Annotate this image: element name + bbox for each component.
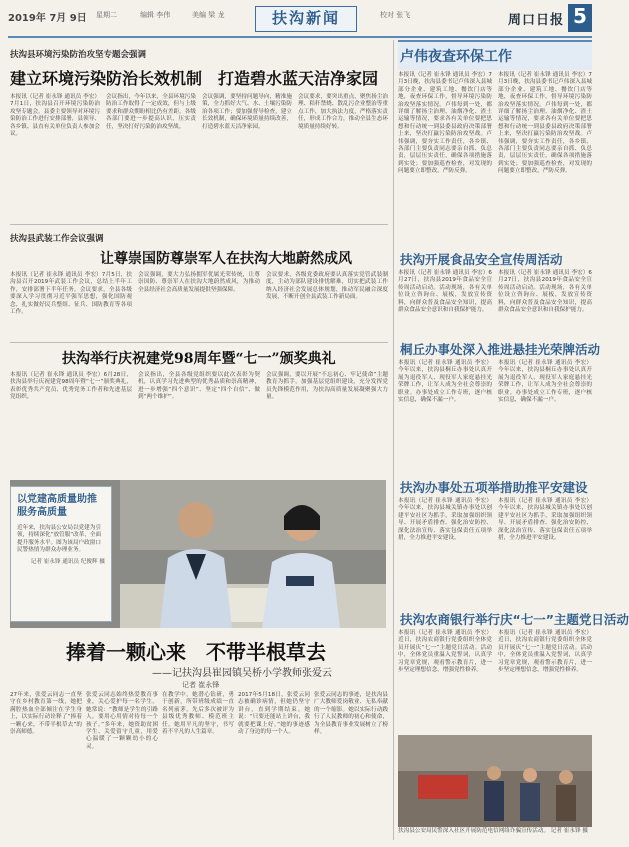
story1-col-1: 本报讯（记者 崔永锋 通讯员 李宏）7月3日晚，扶沟县委书记卢伟深入县城部分企业、建筑工地、餐饮门店等地，夜查环保工作，督导环境污染防治攻坚落实情况。卢伟每到一处，都详细了解扬尘治理、油烟净化、渣土运输等情况，要求各有关单位要把思想和行动统一到县委县政府决策部署上来，坚决打赢污染防治攻坚战。卢伟强调，要夯实工作责任，各乡镇、各部门主要负责同志要亲自抓、负总责，层层压实责任，确保各项措施落到实处；要加强巡查检查，对发现的问题要立即整改，严防反弹。 <box>398 72 492 175</box>
feature-col-1: 27年来，张爱云同志一直坚守在乡村教育第一线，她把满腔热血全部倾注在学生身上，以实际行动诠释了“捧着一颗心来，不带半根草去”的崇高师德。 <box>10 692 82 736</box>
story1-title: 卢伟夜查环保工作 <box>400 49 512 65</box>
feature-col-5: 张爱云同志的事迹，是扶沟县广大教师爱岗敬业、无私奉献的一个缩影。她以实际行动践行了人民教师的初心和使命，为全县教育事业发展树立了榜样。 <box>314 692 388 736</box>
editor-credit: 编辑 李伟 <box>140 11 171 19</box>
issue-date: 2019年 7月 9日 <box>8 13 87 24</box>
proof-credit: 校对 张飞 <box>380 11 411 19</box>
second-headline: 让尊崇国防尊崇军人在扶沟大地蔚然成风 <box>100 251 352 267</box>
third-col-3: 会议强调，要以开展“不忘初心、牢记使命”主题教育为抓手，加强基层党组织建设，充分发挥党员先锋模范作用，为扶沟高质量发展凝聚强大力量。 <box>266 372 388 401</box>
story4-col-1: 本报讯（记者 崔永锋 通讯员 李宏）今年以来，扶沟县城关镇办事处以创建平安社区为抓手，采取加强组织领导、开展矛盾排查、强化治安防控、深化法治宣传、落实包保责任五项举措，全力推进平安建设。 <box>398 498 492 542</box>
second-col-2: 会议强调，要大力弘扬拥军优属光荣传统，让尊崇国防、尊崇军人在扶沟大地蔚然成风，为推动全县经济社会高质量发展提供坚强保障。 <box>138 272 260 293</box>
lead-col-1: 本报讯（记者 崔永锋 通讯员 李宏）7月1日，扶沟县召开环境污染防治攻坚专题会。县委主要领导对环境污染防治工作进行安排部署，县领导、各乡镇、县直有关单位负责人参加会议。 <box>10 94 100 138</box>
story3-col-1: 本报讯（记者 崔永锋 通讯员 李宏）今年以来，扶沟县桐丘办事处认真开展为退役军人、现役军人家庭悬挂光荣牌工作，让军人成为全社会尊崇的职业。办事处成立工作专班，逐户核实信息，确保不漏一户。 <box>398 360 492 404</box>
feature-col-3: 在教学中，她潜心钻研，勇于创新，所带班级成绩一直名列前茅，先后多次被评为县级优秀教师、模范班主任。她用平凡的坚守，书写着不平凡的人生篇章。 <box>162 692 234 736</box>
photo-credit: 记者 崔永锋 通讯员 纪俊辉 摄 <box>30 558 105 565</box>
third-col-1: 本报讯（记者 崔永锋 通讯员 李宏）6月28日，扶沟县举行庆祝建党98周年暨“七一”颁奖典礼，表彰优秀共产党员、优秀党务工作者和先进基层党组织。 <box>10 372 132 401</box>
lead-headline: 建立环境污染防治长效机制 打造碧水蓝天洁净家园 <box>10 69 379 88</box>
photo-caption-body: 近年来，扶沟县公安局以党建为引领，持续深化“放管服”改革，全面提升服务水平。图为该局户政窗口民警热情为群众办理业务。 <box>17 525 102 554</box>
newspaper-name: 周口日报 <box>508 13 565 28</box>
story1-col-2: 本报讯（记者 崔永锋 通讯员 李宏）7月3日晚，扶沟县委书记卢伟深入县城部分企业、建筑工地、餐饮门店等地，夜查环保工作，督导环境污染防治攻坚落实情况。卢伟每到一处，都详细了解扬尘治理、油烟净化、渣土运输等情况，要求各有关单位要把思想和行动统一到县委县政府决策部署上来，坚决打赢污染防治攻坚战。卢伟强调，要夯实工作责任，各乡镇、各部门主要负责同志要亲自抓、负总责，层层压实责任，确保各项措施落到实处；要加强巡查检查，对发现的问题要立即整改，严防反弹。 <box>498 72 592 175</box>
photo-caption-title: 以党建高质量助推服务高质量 <box>17 494 97 518</box>
story3-title: 桐丘办事处深入推进悬挂光荣牌活动 <box>400 342 601 357</box>
third-col-2: 会议指出，全县各级党组织要以此次表彰为契机，认真学习先进典型的优秀品质和崇高精神，进一步增强“四个意识”、坚定“四个自信”、做到“两个维护”。 <box>138 372 260 401</box>
story5-col-1: 本报讯（记者 崔永锋 通讯员 李宏）近日，扶沟农商银行党委组织全体党员开展庆“七一”主题党日活动。活动中，全体党员重温入党誓词，认真学习党章党规，观看警示教育片，进一步坚定理想信念，增强党性修养。 <box>398 630 492 674</box>
third-headline: 扶沟举行庆祝建党98周年暨“七一”颁奖典礼 <box>62 351 336 367</box>
feature-col-2: 张爱云同志始终热爱教育事业，关心爱护每一名学生。她常说：“教师是学生的引路人，要用心用情对待每一个孩子。”多年来，她资助贫困学生、关爱留守儿童，用爱心温暖了一颗颗幼小的心灵。 <box>86 692 158 750</box>
section-title: 扶沟新闻 <box>255 6 357 32</box>
weekday: 星期二 <box>96 11 117 19</box>
lead-kicker: 扶沟县环境污染防治攻坚专题会强调 <box>10 50 147 60</box>
story3-col-2: 本报讯（记者 崔永锋 通讯员 李宏）今年以来，扶沟县桐丘办事处认真开展为退役军人、现役军人家庭悬挂光荣牌工作，让军人成为全社会尊崇的职业。办事处成立工作专班，逐户核实信息，确保不漏一户。 <box>498 360 592 404</box>
designer-credit: 美编 梁 龙 <box>192 11 225 19</box>
story5-title: 扶沟农商银行举行庆“七一”主题党日活动 <box>400 612 629 627</box>
right-photo-caption: 扶沟县公安局民警深入社区开展防范电信网络诈骗宣传活动。 记者 崔永锋 摄 <box>398 828 588 834</box>
lead-col-4: 会议要求，要突出重点，聚焦扬尘治理、秸秆禁烧、散乱污企业整治等重点工作，加大执法力度，严格落实责任，形成工作合力，推动全县生态环境质量持续好转。 <box>298 94 388 130</box>
second-col-1: 本报讯（记者 崔永锋 通讯员 李宏）7月5日，扶沟县召开2019年武装工作会议，总结上半年工作，安排部署下半年任务。会议要求，全县各级要深入学习贯彻习近平强军思想，强化国防观念，扎实做好民兵整组、征兵、国防教育等各项工作。 <box>10 272 132 316</box>
story4-col-2: 本报讯（记者 崔永锋 通讯员 李宏）今年以来，扶沟县城关镇办事处以创建平安社区为抓手，采取加强组织领导、开展矛盾排查、强化治安防控、深化法治宣传、落实包保责任五项举措，全力推进平安建设。 <box>498 498 592 542</box>
column-divider <box>393 40 394 840</box>
story4-title: 扶沟办事处五项举措助推平安建设 <box>400 480 588 495</box>
divider <box>10 224 388 225</box>
feature-byline: 记者 崔永锋 <box>182 681 220 689</box>
photo-caption-box <box>10 486 112 622</box>
story2-col-1: 本报讯（记者 崔永锋 通讯员 李宏）6月27日，扶沟县2019年食品安全宣传周活动启动。活动现场，各有关单位设立咨询台、展板，发放宣传资料，向群众普及食品安全知识，提高群众食品安全意识和自我保护能力。 <box>398 270 492 314</box>
feature-headline: 捧着一颗心来 不带半根草去 <box>66 640 326 664</box>
second-col-3: 会议要求，各级党委政府要认真落实党管武装制度，主动为部队建设排忧解难，切实把武装工作纳入经济社会发展总体规划，推动军民融合深度发展，不断开创全县武装工作新局面。 <box>266 272 388 301</box>
story2-title: 扶沟开展食品安全宣传周活动 <box>400 252 563 267</box>
lead-col-3: 会议强调，要坚持问题导向，精准施策，全力抓好大气、水、土壤污染防治各项工作；要加强督导检查，建立长效机制，确保环境质量持续改善，打造碧水蓝天洁净家园。 <box>202 94 292 130</box>
second-kicker: 扶沟县武装工作会议强调 <box>10 234 104 244</box>
story2-col-2: 本报讯（记者 崔永锋 通讯员 李宏）6月27日，扶沟县2019年食品安全宣传周活动启动。活动现场，各有关单位设立咨询台、展板，发放宣传资料，向群众普及食品安全知识，提高群众食品安全意识和自我保护能力。 <box>498 270 592 314</box>
lead-col-2: 会议指出，今年以来，全县环境污染防治工作取得了一定成效，但与上级要求和群众期盼相比仍有差距。各级各部门要进一步提高认识，压实责任，坚决打好污染防治攻坚战。 <box>106 94 196 130</box>
page-header <box>0 0 600 38</box>
community-event-photo <box>398 735 592 827</box>
page-number: 5 <box>568 4 592 32</box>
divider <box>10 342 388 343</box>
feature-subtitle: ——记扶沟县崔园镇吴桥小学教师张爱云 <box>152 668 332 679</box>
feature-col-4: 2017年5月18日，张爱云同志被确诊病情，但她仍坚守讲台，直到学期结束。她说：“只要还能站上讲台，我就要把课上好。”她的事迹感动了身边的每一个人。 <box>238 692 310 736</box>
story5-col-2: 本报讯（记者 崔永锋 通讯员 李宏）近日，扶沟农商银行党委组织全体党员开展庆“七一”主题党日活动。活动中，全体党员重温入党誓词，认真学习党章党规，观看警示教育片，进一步坚定理想信念，增强党性修养。 <box>498 630 592 674</box>
header-divider <box>8 36 592 38</box>
photo-illustration <box>398 735 592 827</box>
